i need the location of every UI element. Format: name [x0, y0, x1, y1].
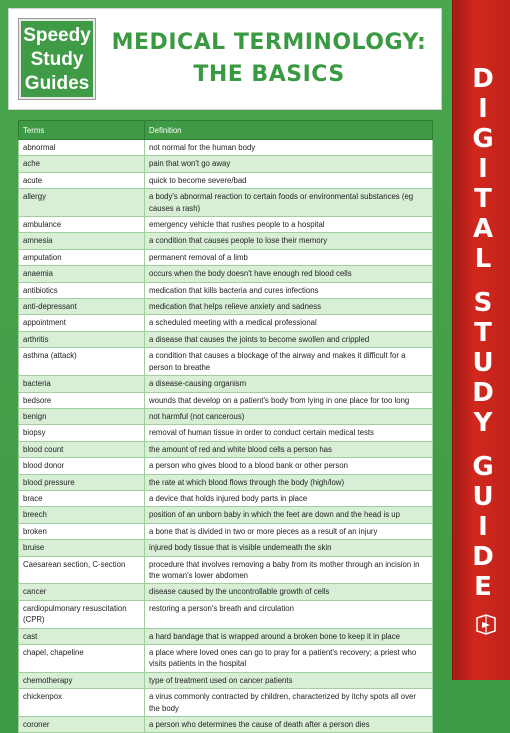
table-row: [19, 645, 433, 673]
definition-cell: occurs when the body doesn't have enough red blood cells: [145, 266, 433, 282]
definition-cell: a condition that causes a blockage of the airway and makes it difficult for a person to breathe: [145, 348, 433, 376]
term-cell: acute: [19, 172, 145, 188]
table-row: [19, 331, 433, 347]
table-row: [19, 315, 433, 331]
table-row: [19, 628, 433, 644]
term-cell: chemotherapy: [19, 672, 145, 688]
term-cell: asthma (attack): [19, 348, 145, 376]
table-row: [19, 233, 433, 249]
table-header-row: [19, 121, 433, 140]
spine-text: [460, 64, 506, 602]
definition-cell: a disease-causing organism: [145, 376, 433, 392]
column-header-definition: Definition: [145, 121, 433, 140]
term-cell: ache: [19, 156, 145, 172]
term-cell: anti-depressant: [19, 299, 145, 315]
definition-cell: wounds that develop on a patient's body from lying in one place for too long: [145, 392, 433, 408]
term-cell: cancer: [19, 584, 145, 600]
spine-letter: E: [474, 572, 492, 602]
spine-letter: I: [478, 94, 488, 124]
table-row: [19, 348, 433, 376]
spine-letter: T: [474, 318, 492, 348]
table-row: [19, 717, 433, 733]
table-row: [19, 441, 433, 457]
term-cell: benign: [19, 408, 145, 424]
term-cell: amnesia: [19, 233, 145, 249]
spine-letter: I: [478, 512, 488, 542]
table-row: [19, 140, 433, 156]
definition-cell: the amount of red and white blood cells a person has: [145, 441, 433, 457]
spine-letter: D: [472, 64, 494, 94]
spine-gap: [460, 274, 506, 288]
term-cell: biopsy: [19, 425, 145, 441]
term-cell: anaemia: [19, 266, 145, 282]
table-row: [19, 490, 433, 506]
column-header-terms: Terms: [19, 121, 145, 140]
term-cell: allergy: [19, 189, 145, 217]
spine-letter: A: [472, 214, 494, 244]
spine-letter: U: [472, 348, 494, 378]
table-row: [19, 217, 433, 233]
header-panel: [8, 8, 442, 110]
table-row: [19, 523, 433, 539]
table-body: [19, 140, 433, 733]
definition-cell: a person who gives blood to a blood bank or other person: [145, 458, 433, 474]
spine-word: [460, 64, 506, 274]
definition-cell: disease caused by the uncontrollable growth of cells: [145, 584, 433, 600]
definition-cell: a virus commonly contracted by children, characterized by itchy spots all over the body: [145, 689, 433, 717]
definition-cell: pain that won't go away: [145, 156, 433, 172]
table-row: [19, 172, 433, 188]
definition-cell: injured body tissue that is visible underneath the skin: [145, 540, 433, 556]
term-cell: bruise: [19, 540, 145, 556]
page-title: [109, 27, 429, 91]
table-row: [19, 249, 433, 265]
table-row: [19, 507, 433, 523]
term-cell: chickenpox: [19, 689, 145, 717]
terms-table: [18, 120, 433, 733]
term-cell: blood donor: [19, 458, 145, 474]
table-row: [19, 689, 433, 717]
publisher-book-icon: [474, 612, 498, 636]
definition-cell: not harmful (not cancerous): [145, 408, 433, 424]
table-row: [19, 299, 433, 315]
term-cell: brace: [19, 490, 145, 506]
spine-letter: D: [472, 378, 494, 408]
definition-cell: emergency vehicle that rushes people to a hospital: [145, 217, 433, 233]
logo-line: Study: [30, 49, 84, 70]
definition-cell: not normal for the human body: [145, 140, 433, 156]
term-cell: antibiotics: [19, 282, 145, 298]
definition-cell: procedure that involves removing a baby from its mother through an incision in the woman's lower abdomen: [145, 556, 433, 584]
table-row: [19, 425, 433, 441]
spine-word: [460, 452, 506, 602]
term-cell: arthritis: [19, 331, 145, 347]
spine-letter: S: [473, 288, 493, 318]
spine-letter: T: [474, 184, 492, 214]
term-cell: appointment: [19, 315, 145, 331]
term-cell: amputation: [19, 249, 145, 265]
term-cell: ambulance: [19, 217, 145, 233]
term-cell: chapel, chapeline: [19, 645, 145, 673]
term-cell: breech: [19, 507, 145, 523]
table-row: [19, 600, 433, 628]
term-cell: bedsore: [19, 392, 145, 408]
spine-letter: D: [472, 542, 494, 572]
table-row: [19, 540, 433, 556]
table-row: [19, 376, 433, 392]
table-row: [19, 672, 433, 688]
table-row: [19, 266, 433, 282]
spine-gap: [460, 438, 506, 452]
definition-cell: a condition that causes people to lose their memory: [145, 233, 433, 249]
definition-cell: the rate at which blood flows through the body (high/low): [145, 474, 433, 490]
definition-cell: a disease that causes the joints to become swollen and crippled: [145, 331, 433, 347]
definition-cell: a body's abnormal reaction to certain foods or environmental substances (eg causes a rash): [145, 189, 433, 217]
term-cell: blood pressure: [19, 474, 145, 490]
table-row: [19, 458, 433, 474]
definition-cell: medication that helps relieve anxiety and sadness: [145, 299, 433, 315]
term-cell: blood count: [19, 441, 145, 457]
title-line-2: THE BASICS: [193, 62, 345, 87]
definition-cell: a place where loved ones can go to pray for a patient's recovery; a priest who visits patients in the hospital: [145, 645, 433, 673]
logo-line: Speedy: [23, 25, 91, 46]
logo-line: Guides: [24, 73, 90, 94]
definition-cell: quick to become severe/bad: [145, 172, 433, 188]
term-cell: Caesarean section, C-section: [19, 556, 145, 584]
spine-word: [460, 288, 506, 438]
term-cell: cardiopulmonary resuscitation (CPR): [19, 600, 145, 628]
definition-cell: a bone that is divided in two or more pieces as a result of an injury: [145, 523, 433, 539]
definition-cell: restoring a person's breath and circulation: [145, 600, 433, 628]
spine-letter: U: [472, 482, 494, 512]
table-row: [19, 556, 433, 584]
table-row: [19, 189, 433, 217]
speedy-study-guides-logo: [19, 19, 95, 99]
definition-cell: a hard bandage that is wrapped around a broken bone to keep it in place: [145, 628, 433, 644]
table-row: [19, 156, 433, 172]
table-row: [19, 282, 433, 298]
table-row: [19, 392, 433, 408]
definition-cell: type of treatment used on cancer patients: [145, 672, 433, 688]
spine-letter: G: [472, 124, 494, 154]
term-cell: broken: [19, 523, 145, 539]
title-line-1: MEDICAL TERMINOLOGY:: [111, 30, 427, 55]
definition-cell: a scheduled meeting with a medical professional: [145, 315, 433, 331]
term-cell: coroner: [19, 717, 145, 733]
spine-letter: G: [472, 452, 494, 482]
term-cell: bacteria: [19, 376, 145, 392]
definition-cell: permanent removal of a limb: [145, 249, 433, 265]
definition-cell: a device that holds injured body parts in place: [145, 490, 433, 506]
terms-table-container: [18, 120, 432, 730]
definition-cell: a person who determines the cause of death after a person dies: [145, 717, 433, 733]
spine-letter: L: [474, 244, 492, 274]
term-cell: abnormal: [19, 140, 145, 156]
spine-letter: I: [478, 154, 488, 184]
definition-cell: medication that kills bacteria and cures infections: [145, 282, 433, 298]
definition-cell: position of an unborn baby in which the feet are down and the head is up: [145, 507, 433, 523]
table-row: [19, 408, 433, 424]
term-cell: cast: [19, 628, 145, 644]
table-row: [19, 474, 433, 490]
table-row: [19, 584, 433, 600]
spine-letter: Y: [473, 408, 493, 438]
definition-cell: removal of human tissue in order to conduct certain medical tests: [145, 425, 433, 441]
